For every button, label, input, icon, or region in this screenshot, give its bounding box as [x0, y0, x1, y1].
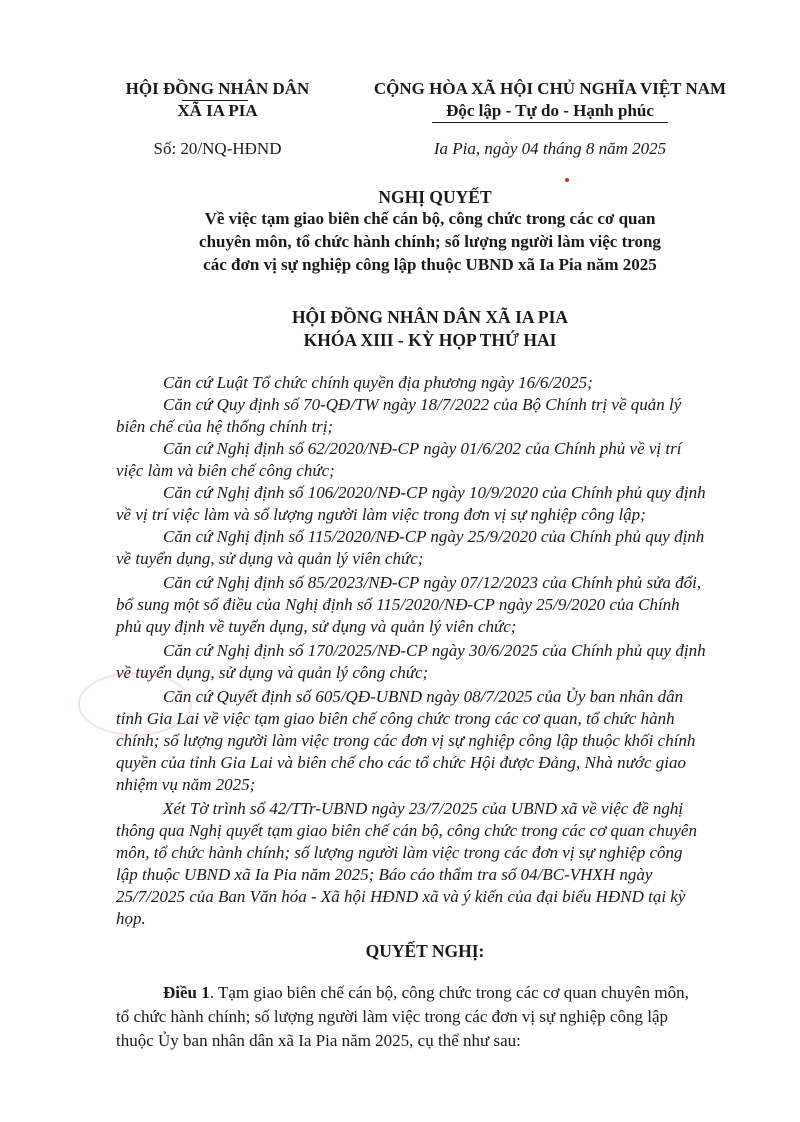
article-1-label: Điều 1: [163, 983, 210, 1002]
basis-line: bổ sung một số điều của Nghị định số 115/2020/NĐ-CP ngày 25/9/2020 của Chính: [116, 595, 680, 614]
country-motto: Độc lập - Tự do - Hạnh phúc: [446, 101, 654, 120]
basis-line: quyền của tỉnh Gia Lai và biên chế cho các tổ chức Hội được Đảng, Nhà nước giao: [116, 753, 687, 772]
basis-line: Căn cứ Nghị định số 62/2020/NĐ-CP ngày 01/6/202 của Chính phủ về vị trí: [163, 439, 682, 458]
basis-line: Căn cứ Nghị định số 170/2025/NĐ-CP ngày 30/6/2025 của Chính phủ quy định: [163, 641, 706, 660]
council-name: HỘI ĐỒNG NHÂN DÂN XÃ IA PIA: [291, 307, 569, 327]
basis-line: tỉnh Gia Lai về việc tạm giao biên chế công chức trong các cơ quan, tổ chức hành: [116, 709, 675, 728]
basis-line: môn, tổ chức hành chính; số lượng người làm việc trong các đơn vị sự nghiệp công: [116, 843, 683, 862]
subject-line-2: chuyên môn, tổ chức hành chính; số lượng người làm việc trong: [199, 232, 661, 251]
red-dot-mark: [565, 178, 569, 182]
basis-line: Căn cứ Nghị định số 115/2020/NĐ-CP ngày 25/9/2020 của Chính phủ quy định: [163, 527, 705, 546]
basis-line: chính; số lượng người làm việc trong các đơn vị sự nghiệp công lập thuộc khối chính: [116, 731, 696, 750]
basis-line: lập thuộc UBND xã Ia Pia năm 2025; Báo cáo thẩm tra số 04/BC-VHXH ngày: [116, 865, 653, 884]
decision-heading: QUYẾT NGHỊ:: [365, 941, 485, 961]
basis-line: Xét Tờ trình số 42/TTr-UBND ngày 23/7/2025 của UBND xã về việc đề nghị: [163, 799, 684, 818]
place-date: Ia Pia, ngày 04 tháng 8 năm 2025: [433, 139, 667, 158]
subject-line-1: Về việc tạm giao biên chế cán bộ, công chức trong các cơ quan: [204, 209, 656, 228]
basis-line: 25/7/2025 của Ban Văn hóa - Xã hội HĐND xã và ý kiến của đại biểu HĐND tại kỳ: [116, 887, 686, 906]
basis-line: phủ quy định về tuyển dụng, sử dụng và quản lý viên chức;: [116, 617, 517, 636]
issuing-org-line2: XÃ IA PIA: [177, 101, 258, 120]
basis-line: việc làm và biên chế công chức;: [116, 461, 335, 480]
basis-line: Căn cứ Luật Tổ chức chính quyền địa phương ngày 16/6/2025;: [163, 373, 593, 392]
basis-line: nhiệm vụ năm 2025;: [116, 775, 256, 794]
subject-line-3: các đơn vị sự nghiệp công lập thuộc UBND xã Ia Pia năm 2025: [203, 255, 657, 274]
basis-line: Căn cứ Quyết định số 605/QĐ-UBND ngày 08/7/2025 của Ủy ban nhân dân: [163, 687, 684, 706]
council-session: KHÓA XIII - KỲ HỌP THỨ HAI: [303, 330, 557, 350]
basis-line: về tuyển dụng, sử dụng và quản lý viên chức;: [116, 549, 424, 568]
article-1-line-2: tổ chức hành chính; số lượng người làm việc trong các đơn vị sự nghiệp công lập: [116, 1007, 668, 1026]
org-underline: [182, 100, 248, 101]
country-name: CỘNG HÒA XÃ HỘI CHỦ NGHĨA VIỆT NAM: [373, 79, 727, 98]
basis-line: về vị trí việc làm và số lượng người làm việc trong đơn vị sự nghiệp công lập;: [116, 505, 646, 524]
basis-line: họp.: [116, 909, 146, 928]
basis-line: về tuyển dụng, sử dụng và quản lý công chức;: [116, 663, 429, 682]
basis-line: biên chế của hệ thống chính trị;: [116, 417, 334, 436]
issuing-org-line1: HỘI ĐỒNG NHÂN DÂN: [125, 79, 310, 98]
basis-line: thông qua Nghị quyết tạm giao biên chế cán bộ, công chức trong các cơ quan chuyên: [116, 821, 697, 840]
article-1-line-1: [163, 982, 689, 1004]
basis-line: Căn cứ Nghị định số 85/2023/NĐ-CP ngày 07/12/2023 của Chính phủ sửa đổi,: [163, 573, 702, 592]
document-number: Số: 20/NQ-HĐND: [153, 139, 282, 158]
document-type-title: NGHỊ QUYẾT: [378, 187, 492, 207]
basis-line: Căn cứ Quy định số 70-QĐ/TW ngày 18/7/2022 của Bộ Chính trị về quản lý: [163, 395, 682, 414]
basis-line: Căn cứ Nghị định số 106/2020/NĐ-CP ngày 10/9/2020 của Chính phủ quy định: [163, 483, 706, 502]
article-1-line-3: thuộc Ủy ban nhân dân xã Ia Pia năm 2025, cụ thể như sau:: [116, 1031, 521, 1050]
motto-underline: [432, 122, 668, 123]
article-1-text: . Tạm giao biên chế cán bộ, công chức trong các cơ quan chuyên môn,: [209, 983, 689, 1002]
